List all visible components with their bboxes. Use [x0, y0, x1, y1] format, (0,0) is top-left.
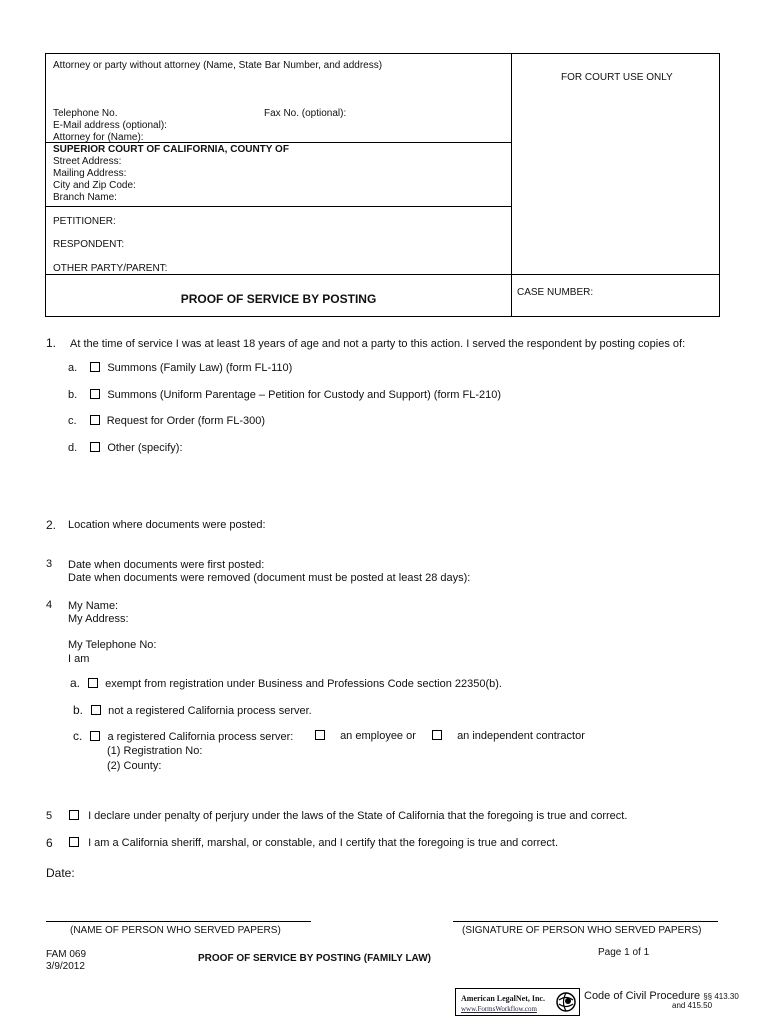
page-number: Page 1 of 1: [598, 947, 650, 958]
item-a-label: Summons (Family Law) (form FL-110): [107, 362, 293, 374]
signature-line[interactable]: [453, 921, 718, 922]
code-name: Code of Civil Procedure: [584, 990, 701, 1002]
employee-option: [315, 730, 416, 743]
my-telephone-label: My Telephone No:: [68, 639, 157, 651]
footer-title: PROOF OF SERVICE BY POSTING (FAMILY LAW): [198, 953, 431, 964]
section-2-text: Location where documents were posted:: [68, 519, 266, 531]
item-c-checkbox[interactable]: [90, 415, 100, 425]
name-signature-line[interactable]: [46, 921, 311, 922]
court-use-label: FOR COURT USE ONLY: [561, 72, 673, 83]
section-1-text: At the time of service I was at least 18 years of age and not a party to this action. I served the respondent by posting copies of:: [70, 338, 686, 350]
option-a: [70, 677, 502, 691]
employee-label: an employee or: [340, 730, 416, 742]
logo-url[interactable]: www.FormsWorkflow.com: [461, 1005, 537, 1013]
i-am-label: I am: [68, 653, 90, 665]
item-a-checkbox[interactable]: [90, 362, 100, 372]
option-a-letter: a.: [70, 676, 81, 690]
fax-label: Fax No. (optional):: [264, 108, 347, 119]
option-c-checkbox[interactable]: [90, 731, 100, 741]
contractor-checkbox[interactable]: [432, 730, 442, 740]
employee-checkbox[interactable]: [315, 730, 325, 740]
section-5-number: 5: [46, 810, 53, 822]
form-title: PROOF OF SERVICE BY POSTING: [180, 292, 377, 306]
option-c-letter: c.: [73, 729, 83, 743]
logo-company-name: American LegalNet, Inc.: [461, 994, 545, 1003]
parties-divider-line: [46, 206, 511, 207]
contractor-option: [432, 730, 585, 743]
petitioner-label: PETITIONER:: [53, 216, 116, 227]
caption-box: [45, 53, 720, 317]
registration-label: (1) Registration No:: [107, 745, 203, 757]
section-3-line2: Date when documents were removed (document must be posted at least 28 days):: [68, 572, 471, 584]
contractor-label: an independent contractor: [457, 730, 585, 742]
section-5-text: I declare under penalty of perjury under the laws of the State of California that the foregoing is true and correct.: [88, 810, 628, 822]
city-zip-label: City and Zip Code:: [53, 180, 136, 191]
case-number-label: CASE NUMBER:: [517, 287, 594, 298]
section-5-checkbox[interactable]: [69, 810, 79, 820]
item-d-checkbox[interactable]: [90, 442, 100, 452]
item-b: [68, 389, 501, 402]
section-1-number: 1.: [46, 336, 57, 350]
item-c-label: Request for Order (form FL-300): [106, 415, 266, 427]
form-date: 3/9/2012: [46, 961, 85, 972]
section-5: [69, 810, 627, 823]
item-a-letter: a.: [68, 362, 78, 374]
date-label: Date:: [46, 866, 75, 880]
item-b-letter: b.: [68, 389, 78, 401]
court-use-divider: [511, 54, 512, 316]
option-b-letter: b.: [73, 703, 84, 717]
attorney-label: Attorney or party without attorney (Name, State Bar Number, and address): [53, 60, 383, 71]
item-c-letter: c.: [68, 415, 77, 427]
mailing-label: Mailing Address:: [53, 168, 127, 179]
option-a-checkbox[interactable]: [88, 678, 98, 688]
item-a: [68, 362, 292, 375]
section-6-number: 6: [46, 836, 53, 850]
my-name-label: My Name:: [68, 600, 119, 612]
section-6: [69, 837, 558, 850]
section-3-line1: Date when documents were first posted:: [68, 559, 265, 571]
item-c: [68, 415, 265, 428]
respondent-label: RESPONDENT:: [53, 239, 125, 250]
item-b-checkbox[interactable]: [90, 389, 100, 399]
code-sections-2: and 415.50: [672, 1001, 713, 1010]
street-label: Street Address:: [53, 156, 122, 167]
section-4-number: 4: [46, 599, 53, 611]
option-c: [73, 730, 293, 744]
section-6-checkbox[interactable]: [69, 837, 79, 847]
form-id: FAM 069: [46, 949, 87, 960]
branch-label: Branch Name:: [53, 192, 117, 203]
signature-caption: (SIGNATURE OF PERSON WHO SERVED PAPERS): [462, 925, 702, 936]
other-party-label: OTHER PARTY/PARENT:: [53, 263, 168, 274]
item-b-label: Summons (Uniform Parentage – Petition for Custody and Support) (form FL-210): [107, 389, 502, 401]
court-name-label: SUPERIOR COURT OF CALIFORNIA, COUNTY OF: [53, 144, 289, 155]
item-d: [68, 442, 183, 455]
option-c-label: a registered California process server:: [107, 731, 294, 743]
name-caption: (NAME OF PERSON WHO SERVED PAPERS): [70, 925, 281, 936]
section-6-text: I am a California sheriff, marshal, or constable, and I certify that the foregoing is true and correct.: [88, 837, 559, 849]
telephone-label: Telephone No.: [53, 108, 118, 119]
item-d-letter: d.: [68, 442, 78, 454]
globe-icon: [556, 992, 576, 1012]
option-a-label: exempt from registration under Business and Professions Code section 22350(b).: [105, 678, 502, 690]
attorney-for-label: Attorney for (Name):: [53, 132, 144, 143]
county-label: (2) County:: [107, 760, 162, 772]
my-address-label: My Address:: [68, 613, 129, 625]
option-b: [73, 704, 312, 718]
section-3-number: 3: [46, 558, 53, 570]
code-reference: [584, 990, 739, 1002]
american-legalnet-logo: [455, 988, 580, 1016]
option-b-label: not a registered California process server.: [108, 705, 312, 717]
section-2-number: 2.: [46, 518, 57, 532]
email-label: E-Mail address (optional):: [53, 120, 167, 131]
code-sections: §§ 413.30: [703, 992, 739, 1001]
item-d-label: Other (specify):: [107, 442, 183, 454]
option-b-checkbox[interactable]: [91, 705, 101, 715]
